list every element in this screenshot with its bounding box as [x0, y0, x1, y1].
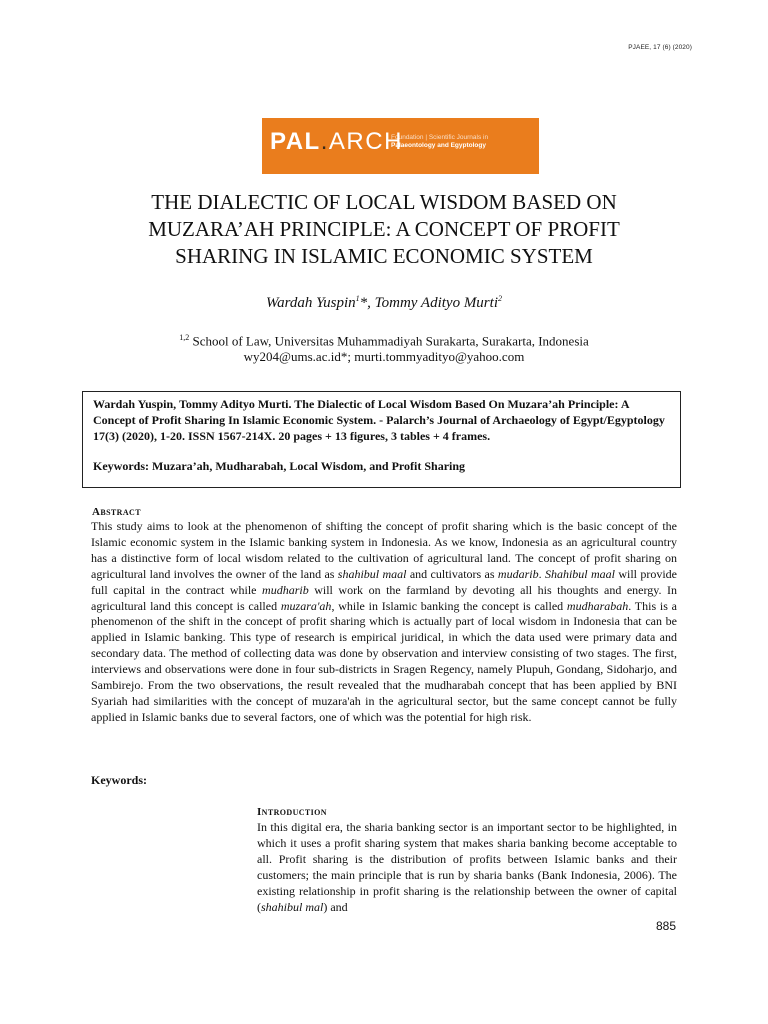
palarch-logo: [262, 118, 539, 174]
page-number: 885: [655, 919, 676, 933]
abstract-text: This study aims to look at the phenomenon of shifting the concept of profit sharing which is the basic concept of the Islamic economic system in the Islamic banking system in Indonesia. As we know, Indonesia as an agricultural country has a distinctive form of local wisdom related to the cultivation of agricultural land. The concept of profit sharing on agricultural land involves the owner of the land as: [91, 519, 677, 581]
citation-keywords: Keywords: Muzara’ah, Mudharabah, Local Wisdom, and Profit Sharing: [93, 459, 466, 473]
abstract-term: muzara'ah: [280, 598, 332, 613]
author-2: Tommy Adityo Murti: [374, 295, 498, 311]
affiliation-text: School of Law, Universitas Muhammadiyah Surakarta, Surakarta, Indonesia: [189, 333, 589, 349]
abstract-text: will work on the farmland by devoting all his thoughts and energy. In agricultural land this concept is called: [91, 582, 677, 613]
author-emails: wy204@ums.ac.id*; murti.tommyadityo@yahoo.com: [243, 349, 525, 365]
keywords-label: Keywords:: [91, 773, 147, 787]
abstract-body: [91, 519, 677, 726]
introduction-heading: Introduction: [257, 806, 327, 818]
logo-wordmark: [270, 127, 403, 157]
logo-word-arch: ARCH: [328, 128, 403, 155]
affiliation-marker: 1,2: [179, 333, 190, 342]
logo-word-pal: PAL: [270, 128, 321, 155]
abstract-text: and cultivators as: [406, 566, 498, 581]
journal-reference: PJAEE, 17 (6) (2020): [628, 44, 692, 51]
introduction-text: In this digital era, the sharia banking sector is an important sector to be highlighted, in which it uses a profit sharing system that makes sharia banking become acceptable to all. Profit sharing is the distribution of profits between Islamic banks and their customers; the main principle that is run by sharia banks (Bank Indonesia, 2006). The existing relationship in profit sharing is the relationship between the owner of capital (: [257, 820, 677, 914]
paper-title: [90, 189, 678, 270]
affiliation: [90, 330, 678, 349]
introduction-text: ) and: [323, 899, 348, 914]
introduction-body: [257, 820, 677, 916]
abstract-text: .: [538, 566, 545, 581]
affiliation-block: [90, 330, 678, 365]
logo-subtitle-line2: Palaeontology and Egyptology: [391, 142, 486, 149]
abstract-term: Shahibul maal: [544, 566, 615, 581]
abstract-term: mudharib: [262, 582, 309, 597]
abstract-text: , while in Islamic banking the concept is called: [331, 598, 567, 613]
abstract-text: . This is a phenomenon of the shift in the concept of profit sharing which is actually part of local wisdom in Indonesia that can be applied in Islamic banking. This type of research is empirical juridical, in which the data used were primary data and secondary data. The method of collecting data was done by observation and interview consisting of two stages. The first, interviews and observations were done in four sub-districts in Sragen Regency, namely Plupuh, Gondang, Sidoharjo, and Sambirejo. From the two observations, the result revealed that the mudharabah concept that has been applied by BNI Syariah had similarities with the concept of muzara'ah in the agricultural sector, but the same concept cannot be fully applied in Islamic banks due to several factors, one of which was the potential for high risk.: [91, 598, 677, 724]
abstract-term: mudarib: [497, 566, 539, 581]
abstract-term: mudharabah: [566, 598, 629, 613]
abstract-term: shahibul maal: [337, 566, 407, 581]
introduction-term: shahibul mal: [261, 899, 324, 914]
logo-word-dot: .: [320, 128, 329, 155]
citation-text: Wardah Yuspin, Tommy Adityo Murti. The Dialectic of Local Wisdom Based On Muzara’ah Principle: A Concept of Profit Sharing In Islamic Economic System. - Palarch’s Journal of Archaeology of Egypt/Egyptology 17(3) (2020), 1-20. ISSN 1567-214X. 20 pages + 13 figures, 3 tables + 4 frames.: [93, 397, 665, 443]
author-2-marker: 2: [497, 294, 502, 303]
author-separator: *,: [359, 295, 375, 311]
title-line-3: SHARING IN ISLAMIC ECONOMIC SYSTEM: [175, 244, 593, 268]
title-line-2: MUZARA’AH PRINCIPLE: A CONCEPT OF PROFIT: [148, 217, 620, 241]
author-1: Wardah Yuspin: [266, 295, 356, 311]
title-line-1: THE DIALECTIC OF LOCAL WISDOM BASED ON: [151, 190, 617, 214]
abstract-heading: Abstract: [92, 506, 141, 518]
abstract-text: will provide full capital in the contract while: [91, 566, 678, 597]
logo-subtitle-line1: Foundation | Scientific Journals in: [391, 134, 489, 141]
logo-subtitle: [391, 134, 488, 150]
author-1-marker: 1: [355, 294, 360, 303]
citation-box: [82, 391, 681, 488]
author-list: [90, 294, 678, 312]
